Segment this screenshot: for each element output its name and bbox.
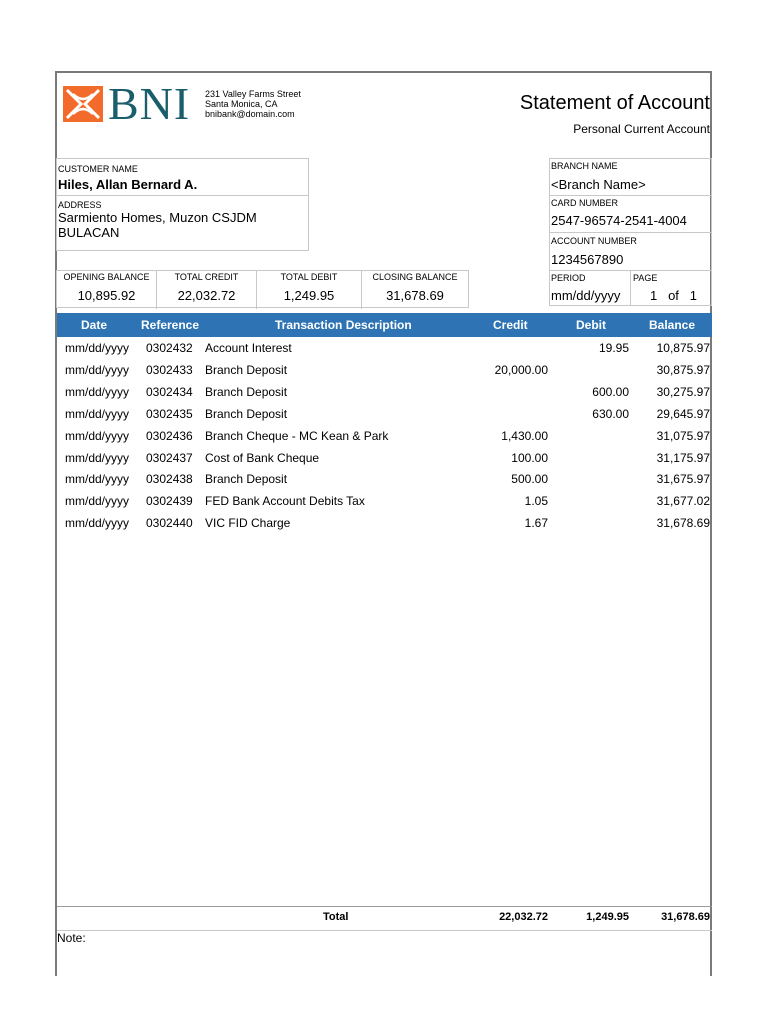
opening-balance-cell — [57, 271, 157, 309]
cell-balance: 31,175.97 — [656, 450, 710, 465]
bank-address — [205, 89, 301, 119]
cell-balance: 30,275.97 — [656, 384, 710, 399]
cell-date: mm/dd/yyyy — [65, 341, 130, 355]
account-number: 1234567890 — [551, 252, 624, 267]
cell-debit: 19.95 — [598, 341, 629, 355]
account-number-label: ACCOUNT NUMBER — [551, 236, 637, 246]
table-row — [57, 513, 712, 535]
cell-date: mm/dd/yyyy — [65, 362, 130, 377]
column-credit: Credit — [493, 318, 528, 332]
cell-credit: 500.00 — [511, 472, 548, 487]
cell-credit: 100.00 — [511, 450, 548, 465]
customer-name-label: CUSTOMER NAME — [58, 164, 138, 174]
cell-reference: 0302433 — [146, 362, 193, 377]
cell-balance: 29,645.97 — [656, 406, 710, 421]
cell-reference: 0302432 — [146, 341, 193, 355]
cell-description: Branch Cheque - MC Kean & Park — [205, 428, 389, 443]
cell-credit: 20,000.00 — [494, 362, 548, 377]
page-current: 1 — [650, 288, 658, 303]
cell-description: Account Interest — [205, 341, 292, 355]
cell-description: FED Bank Account Debits Tax — [205, 494, 365, 509]
cell-date: mm/dd/yyyy — [65, 472, 130, 487]
note-label: Note: — [57, 931, 86, 945]
table-row — [57, 426, 712, 448]
cell-description: VIC FID Charge — [205, 516, 291, 531]
cell-reference: 0302440 — [146, 516, 193, 531]
cell-debit: 630.00 — [592, 406, 629, 421]
total-row — [57, 906, 712, 931]
balance-summary — [56, 270, 469, 308]
customer-address: Sarmiento Homes, Muzon CSJDM BULACAN — [58, 210, 257, 240]
cell-description: Branch Deposit — [205, 406, 288, 421]
table-row — [57, 338, 712, 360]
total-balance-value: 31,678.69 — [661, 911, 710, 923]
closing-balance-label: CLOSING BALANCE — [372, 272, 458, 282]
card-number: 2547-96574-2541-4004 — [551, 213, 687, 228]
divider — [57, 195, 308, 196]
total-credit-value: 22,032.72 — [499, 911, 548, 923]
cell-credit: 1,430.00 — [501, 428, 548, 443]
total-debit-label: TOTAL DEBIT — [280, 272, 338, 282]
bank-email: bnibank@domain.com — [205, 109, 295, 119]
cell-description: Branch Deposit — [205, 472, 288, 487]
cell-credit: 1.05 — [524, 494, 548, 509]
total-debit-cell — [257, 271, 362, 309]
opening-balance-label: OPENING BALANCE — [63, 272, 150, 282]
table-row — [57, 448, 712, 470]
cell-balance: 31,678.69 — [656, 516, 710, 531]
period-value: mm/dd/yyyy — [551, 288, 621, 303]
cell-reference: 0302434 — [146, 384, 193, 399]
cell-date: mm/dd/yyyy — [65, 428, 130, 443]
transactions-header — [57, 313, 712, 337]
cell-balance: 10,875.97 — [656, 341, 710, 355]
card-number-label: CARD NUMBER — [551, 198, 619, 208]
cell-date: mm/dd/yyyy — [65, 494, 130, 509]
cell-reference: 0302439 — [146, 494, 193, 509]
divider — [630, 270, 631, 306]
table-row — [57, 360, 712, 382]
statement-title: Statement of Account — [519, 92, 710, 114]
address-line-1: 231 Valley Farms Street — [205, 89, 301, 99]
closing-balance: 31,678.69 — [386, 288, 444, 303]
page-of: of — [668, 288, 679, 303]
address-label: ADDRESS — [58, 200, 102, 210]
cell-reference: 0302435 — [146, 406, 193, 421]
branch-name-label: BRANCH NAME — [551, 161, 618, 171]
cell-reference: 0302437 — [146, 450, 193, 465]
total-debit: 1,249.95 — [283, 288, 335, 303]
cell-reference: 0302438 — [146, 472, 193, 487]
cell-date: mm/dd/yyyy — [65, 516, 130, 531]
bank-logo-text: BNI — [108, 78, 191, 129]
table-row — [57, 404, 712, 426]
table-row — [57, 491, 712, 513]
page-indicator — [650, 288, 697, 303]
cell-date: mm/dd/yyyy — [65, 384, 130, 399]
customer-box — [56, 158, 309, 251]
cell-credit: 1.67 — [524, 516, 548, 531]
customer-name: Hiles, Allan Bernard A. — [58, 177, 198, 192]
branch-name: <Branch Name> — [551, 177, 646, 192]
cell-description: Branch Deposit — [205, 384, 288, 399]
total-debit-value: 1,249.95 — [586, 911, 629, 923]
total-credit-cell — [157, 271, 257, 309]
cell-reference: 0302436 — [146, 428, 193, 443]
divider — [550, 195, 711, 196]
table-row — [57, 469, 712, 491]
cell-debit: 600.00 — [592, 384, 629, 399]
cell-date: mm/dd/yyyy — [65, 406, 130, 421]
total-credit-label: TOTAL CREDIT — [174, 272, 239, 282]
column-description: Transaction Description — [275, 318, 412, 332]
cell-balance: 30,875.97 — [656, 362, 710, 377]
column-debit: Debit — [576, 318, 606, 332]
total-label: Total — [323, 911, 349, 923]
column-balance: Balance — [649, 318, 696, 332]
page-total: 1 — [689, 288, 697, 303]
cell-balance: 31,675.97 — [656, 472, 710, 487]
cell-date: mm/dd/yyyy — [65, 450, 130, 465]
bni-logo-icon — [63, 86, 103, 122]
period-label: PERIOD — [551, 273, 586, 283]
divider — [550, 232, 711, 233]
cell-description: Cost of Bank Cheque — [205, 450, 320, 465]
account-info-box — [549, 158, 712, 306]
cell-balance: 31,677.02 — [656, 494, 710, 509]
cell-balance: 31,075.97 — [656, 428, 710, 443]
page-label: PAGE — [633, 273, 658, 283]
total-credit: 22,032.72 — [177, 288, 236, 303]
address-line-2: Santa Monica, CA — [205, 99, 278, 109]
statement-subtitle: Personal Current Account — [573, 122, 710, 136]
cell-description: Branch Deposit — [205, 362, 288, 377]
opening-balance: 10,895.92 — [77, 288, 136, 303]
table-row — [57, 382, 712, 404]
column-reference: Reference — [141, 318, 200, 332]
closing-balance-cell — [362, 271, 468, 309]
column-date: Date — [81, 318, 108, 332]
